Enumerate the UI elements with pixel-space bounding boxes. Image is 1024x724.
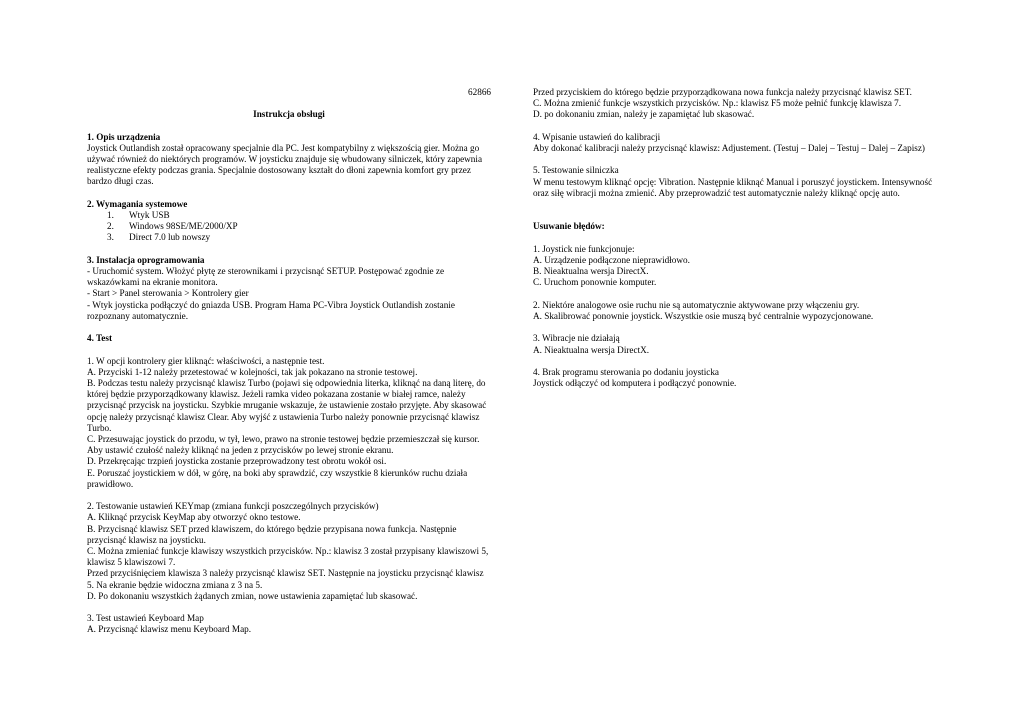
section-heading-test: 4. Test [87,333,113,344]
left-column [87,87,491,636]
paragraph: C. Można zmienić funkcje wszystkich przycisków. Np.: klawisz F5 może pełnić funkcję klawisza 7. [533,98,902,109]
paragraph: Aby dokonać kalibracji należy przycisnąć klawisz: Adjustement. (Testuj – Dalej – Testuj – Dalej – Zapisz) [533,143,925,153]
paragraph: 3. Wibracje nie działają [533,333,620,344]
paragraph: C. Uruchom ponownie komputer. [533,277,657,288]
paragraph: W menu testowym kliknąć opcję: Vibration. Następnie kliknąć Manual i poruszyć joystickem. Intensywność oraz siłę wibracji można zmienić. Aby przeprowadzić test automatycznie należy kliknąć opcję auto. [533,176,933,198]
list-item: 1. Wtyk USB [107,210,170,220]
paragraph: A. Nieaktualna wersja DirectX. [533,344,650,355]
list-item: 3. Direct 7.0 lub nowszy [107,232,211,243]
paragraph: 2. Testowanie ustawień KEYmap (zmiana funkcji poszczególnych przycisków) [87,501,379,512]
paragraph: Joystick odłączyć od komputera i podłączyć ponownie. [533,378,737,389]
section-heading-installation: 3. Instalacja oprogramowania [87,254,205,265]
paragraph: A. Urządzenie podłączone nieprawidłowo. [533,254,690,265]
page-title: Instrukcja obsługi [253,109,325,120]
paragraph: 1. Joystick nie funkcjonuje: [533,243,635,254]
list-item: 2. Windows 98SE/ME/2000/XP [107,221,238,232]
description-text: Joystick Outlandish został opracowany specjalnie dla PC. Jest kompatybilny z większością gier. Można go używać również do niektórych programów. W joysticku znajduje się wbudowany silniczek, który zapewnia realistyczne efekty podczas grania. Specjalnie dostosowany kształt do dłoni zapewnia komfort gry przez bardzo długi czas. [87,142,483,187]
paragraph: 4. Wpisanie ustawień do kalibracji [533,131,661,142]
requirements-list [87,210,491,244]
paragraph: B. Przycisnąć klawisz SET przed klawiszem, do którego będzie przypisana nowa funkcja. Następnie przycisnąć klawisz na joysticku. [87,523,457,545]
paragraph: D. po dokonaniu zmian, należy je zapamiętać lub skasować. [533,109,755,120]
paragraph: A. Kliknąć przycisk KeyMap aby otworzyć okno testowe. [87,512,301,523]
section-heading-requirements: 2. Wymagania systemowe [87,198,188,209]
paragraph: 2. Niektóre analogowe osie ruchu nie są automatycznie aktywowane przy włączeniu gry. [533,299,860,310]
paragraph: D. Po dokonaniu wszystkich żądanych zmian, nowe ustawienia zapamiętać lub skasować. [87,590,418,601]
paragraph: D. Przekręcając trzpień joysticka zostanie przeprowadzony test obrotu wokół osi. [87,456,387,467]
paragraph: E. Poruszać joystickiem w dół, w górę, na boki aby sprawdzić, czy wszystkie 8 kierunków ruchu działa prawidłowo. [87,467,468,489]
paragraph: 5. Testowanie silniczka [533,165,619,176]
paragraph: C. Można zmieniać funkcje klawiszy wszystkich przycisków. Np.: klawisz 3 został przypisany klawiszowi 5, klawisz 5 klawiszowi 7. [87,546,489,568]
paragraph: A. Skalibrować ponownie joystick. Wszystkie osie muszą być centralnie wypozycjonowane. [533,310,874,321]
section-heading-troubleshooting: Usuwanie błędów: [533,221,605,232]
paragraph: - Uruchomić system. Włożyć płytę ze sterownikami i przycisnąć SETUP. Postępować zgodnie ze wskazówkami na ekranie monitora. [87,266,445,288]
paragraph: A. Przycisnąć klawisz menu Keyboard Map. [87,624,252,635]
paragraph: - Start > Panel sterowania > Kontrolery gier [87,288,249,299]
paragraph: A. Przyciski 1-12 należy przetestować w kolejności, tak jak pokazano na stronie testowej. [87,366,418,377]
paragraph: 4. Brak programu sterowania po dodaniu joysticka [533,366,720,377]
paragraph: 3. Test ustawień Keyboard Map [87,613,204,624]
right-column [533,87,943,389]
paragraph: B. Nieaktualna wersja DirectX. [533,266,649,277]
document-number: 62866 [468,87,491,97]
paragraph: B. Podczas testu należy przycisnąć klawisz Turbo (pojawi się odpowiednia literka, kliknąć na daną literę, do której będzie przyporządkowany klawisz. Jeżeli ramka video pokazana zostanie w białej ramce, należy przycisnąć przycisk na joysticku. Szybkie mruganie wskazuje, że ustawienie zostało przyjęte. Aby skasować opcję należy przycisnąć klawisz Clear. Aby wyjść z ustawienia Turbo należy ponownie przycisnąć klawisz Turbo. [87,378,487,433]
paragraph: Przed przyciskiem do którego będzie przyporządkowana nowa funkcja należy przycisnąć klawisz SET. [533,87,912,97]
section-heading-description: 1. Opis urządzenia [87,131,161,142]
paragraph: Przed przyciśnięciem klawisza 3 należy przycisnąć klawisz SET. Następnie na joysticku przycisnąć klawisz 5. Na ekranie będzie widoczna zmiana z 3 na 5. [87,568,484,590]
paragraph: C. Przesuwając joystick do przodu, w tył, lewo, prawo na stronie testowej będzie przemieszczał się kursor. Aby ustawić czułość należy kliknąć na jeden z przycisków po lewej stronie ekranu. [87,434,480,456]
paragraph: 1. W opcji kontrolery gier kliknąć: właściwości, a następnie test. [87,355,325,366]
paragraph: - Wtyk joysticka podłączyć do gniazda USB. Program Hama PC-Vibra Joystick Outlandish zostanie rozpoznany automatycznie. [87,299,455,321]
